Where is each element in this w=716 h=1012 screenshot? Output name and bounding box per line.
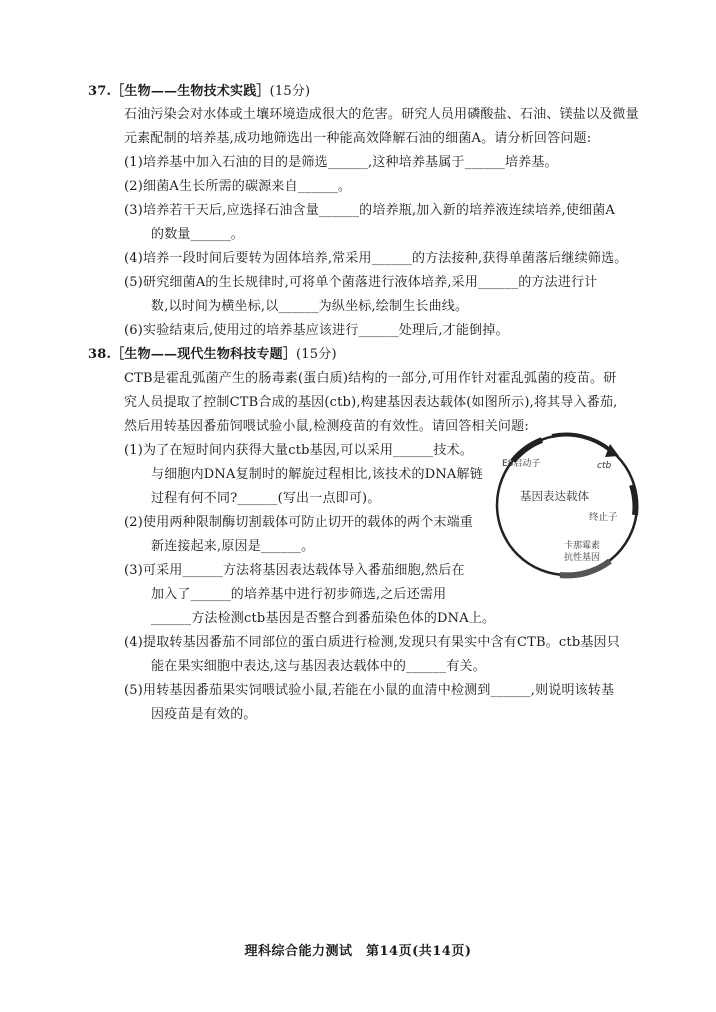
promoter-segment (513, 440, 542, 461)
plasmid-figure (492, 430, 642, 580)
q38-intro-line: 然后用转基因番茄饲喂试验小鼠,检测疫苗的有效性。请回答相关问题: (124, 419, 529, 434)
q38-item-1-cont: 过程有何不同?______(写出一点即可)。 (151, 491, 381, 506)
q38-title: 38.［生物——现代生物科技专题］ (88, 347, 297, 362)
q38-item-4: (4)提取转基因番茄不同部位的蛋白质进行检测,发现只有果实中含有CTB。ctb基因只 (124, 635, 620, 650)
q37-item-2: (2)细菌A生长所需的碳源来自______。 (124, 179, 352, 194)
resistance-label-2: 抗性基因 (564, 553, 601, 563)
q38-heading (88, 345, 633, 365)
terminator-label: 终止子 (589, 512, 618, 523)
q37-heading (88, 82, 633, 102)
resistance-label-1: 卡那霉素 (564, 541, 601, 551)
vector-center-label: 基因表达载体 (520, 489, 589, 503)
q38-item-3-cont: 加入了______的培养基中进行初步筛选,之后还需用 (151, 587, 447, 602)
promoter-label: E8启动子 (502, 459, 541, 469)
q37-intro-line: 石油污染会对水体或土壤环境造成很大的危害。研究人员用磷酸盐、石油、镁盐以及微量 (124, 107, 639, 122)
q38-item-1-cont: 与细胞内DNA复制时的解旋过程相比,该技术的DNA解链 (151, 467, 483, 482)
q37-item-3-cont: 的数量______。 (151, 227, 245, 242)
q37-intro-line: 元素配制的培养基,成功地筛选出一种能高效降解石油的细菌A。请分析回答问题: (124, 131, 592, 146)
terminator-segment (632, 485, 635, 515)
q38-item-3-cont: ______方法检测ctb基因是否整合到番茄染色体的DNA上。 (151, 611, 496, 626)
ctb-label: ctb (597, 461, 612, 471)
q38-item-2-cont: 新连接起来,原因是______。 (151, 539, 315, 554)
q38-item-1: (1)为了在短时间内获得大量ctb基因,可以采用______技术。 (124, 443, 473, 458)
q38-item-4-cont: 能在果实细胞中表达,这与基因表达载体中的______有关。 (151, 659, 486, 674)
q37-title: 37.［生物——生物技术实践］ (88, 84, 270, 99)
q38-item-5: (5)用转基因番茄果实饲喂试验小鼠,若能在小鼠的血清中检测到______,则说明该转基 (124, 683, 615, 698)
q37-item-5: (5)研究细菌A的生长规律时,可将单个菌落进行液体培养,采用______的方法进行计 (124, 275, 598, 290)
resistance-gene-segment (560, 561, 610, 575)
q38-intro-line: 究人员提取了控制CTB合成的基因(ctb),构建基因表达载体(如图所示),将其导入番茄, (124, 395, 618, 410)
q38-score: (15分) (296, 347, 337, 362)
q37-item-1: (1)培养基中加入石油的目的是筛选______,这种培养基属于______培养基。 (124, 155, 558, 170)
page-footer: 理科综合能力测试 第14页(共14页) (244, 944, 472, 959)
q37-item-4: (4)培养一段时间后要转为固体培养,常采用______的方法接种,获得单菌落后继续筛选。 (124, 251, 628, 266)
q38-item-3: (3)可采用______方法将基因表达载体导入番茄细胞,然后在 (124, 563, 465, 578)
q37-item-3: (3)培养若干天后,应选择石油含量______的培养瓶,加入新的培养液连续培养,使细菌A (124, 203, 616, 218)
q38-item-2: (2)使用两种限制酶切割载体可防止切开的载体的两个末端重 (124, 515, 474, 530)
expression-vector-diagram (492, 430, 642, 580)
q37-score: (15分) (269, 84, 311, 99)
ctb-gene-segment (552, 435, 610, 450)
q37-item-6: (6)实验结束后,使用过的培养基应该进行______处理后,才能倒掉。 (124, 323, 509, 338)
q38-item-5-cont: 因疫苗是有效的。 (151, 707, 257, 722)
q37-item-5-cont: 数,以时间为横坐标,以______为纵坐标,绘制生长曲线。 (151, 299, 469, 314)
q38-intro-line: CTB是霍乱弧菌产生的肠毒素(蛋白质)结构的一部分,可用作针对霍乱弧菌的疫苗。研 (124, 371, 617, 386)
